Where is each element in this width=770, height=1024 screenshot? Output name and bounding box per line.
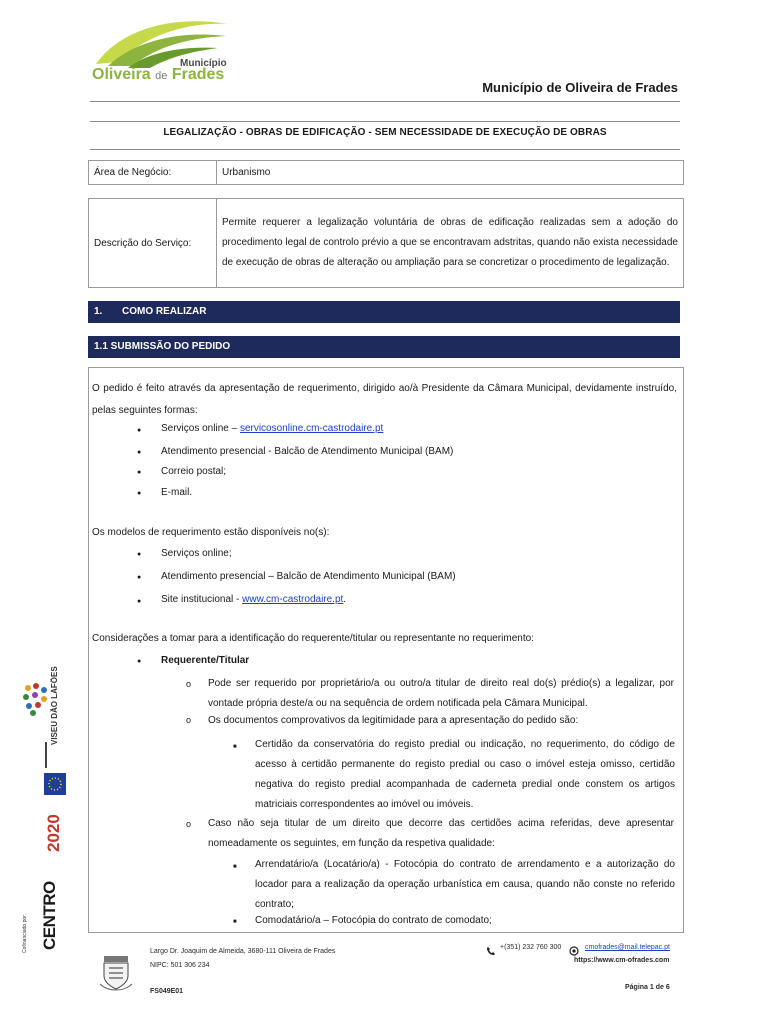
portugal-2020-text: 2020 — [44, 814, 63, 852]
subsection-title: 1.1 SUBMISSÃO DO PEDIDO — [94, 341, 231, 352]
coat-of-arms-icon — [98, 954, 134, 992]
description-value: Permite requerer a legalização voluntária de obras de edificação realizadas sem a adoção do procedimento legal de controlo prévio a que se encontravam adstritas, quando não exista necessidade de execução de obras de alteração ou ampliação para se concretizar o procedimento de legalização. — [217, 199, 684, 288]
section-number: 1. — [94, 306, 103, 317]
sublist-item: o Caso não seja titular de um direito que decorre das certidões acima referidas, deve apresentar nomeadamente os seguintes, em função da respetiva qualidade: — [208, 814, 674, 854]
area-label: Área de Negócio: — [89, 161, 217, 185]
list-item: ● Correio postal; — [161, 465, 226, 478]
list-item: ● Serviços online; — [161, 547, 232, 560]
intro-paragraph: O pedido é feito através da apresentação de requerimento, dirigido ao/à Presidente da Câmara Municipal, devidamente instruído, pelas seguintes formas: — [92, 383, 677, 416]
area-value: Urbanismo — [217, 161, 684, 185]
logo-de: de — [155, 70, 168, 82]
considerations-intro: Considerações a tomar para a identificação do requerente/titular ou representante no requerimento: — [92, 633, 534, 644]
email-icon — [569, 943, 579, 953]
site-institucional-link[interactable]: www.cm-castrodaire.pt — [242, 594, 344, 605]
cofinanciado-text: Cofinanciado por: — [22, 913, 28, 953]
footer-website[interactable]: https://www.cm-ofrades.com — [574, 957, 670, 964]
sub-sublist-item: ■ Comodatário/a – Fotocópia do contrato de comodato; — [255, 914, 675, 927]
viseu-dao-lafoes-logo — [20, 665, 70, 745]
phone-icon — [486, 943, 496, 953]
centro-2020-logo — [40, 874, 68, 950]
portugal-govt-logo — [45, 742, 67, 768]
centro-text: CENTRO — [40, 881, 59, 950]
footer-address: Largo Dr. Joaquim de Almeida, 3680-111 Oliveira de Frades — [150, 948, 336, 955]
logo-oliveira: Oliveira — [92, 66, 151, 83]
logo-municipio-text: Município — [180, 58, 227, 69]
logo-wordmark — [92, 66, 224, 84]
viseu-text: VISEU DÃO LAFÕES — [50, 666, 59, 745]
eu-flag-icon — [44, 773, 66, 795]
organization-title: Município de Oliveira de Frades — [482, 80, 678, 95]
description-label: Descrição do Serviço: — [89, 199, 217, 288]
dots-cluster-icon — [20, 680, 50, 720]
servicos-online-link[interactable]: servicosonline.cm-castrodaire.pt — [239, 423, 384, 434]
portugal-2020-logo — [44, 800, 66, 852]
footer-email-link[interactable]: cmofrades@mail.telepac.pt — [585, 944, 670, 951]
page-number: Página 1 de 6 — [625, 984, 670, 991]
section-title: COMO REALIZAR — [122, 306, 207, 317]
header-divider — [90, 101, 680, 102]
business-area-table — [88, 160, 684, 185]
list-item: ● E-mail. — [161, 486, 192, 499]
title-bottom-rule — [90, 149, 680, 150]
list-item: Serviços online – servicosonline.cm-castrodaire.pt — [161, 423, 384, 434]
list-item: Site institucional - www.cm-castrodaire.pt. — [161, 594, 347, 605]
sub-sublist-item: ■ Certidão da conservatória do registo predial ou indicação, no requerimento, do código de acesso à certidão permanente do registo predial ou caso o imóvel esteja omisso, certidão negativa do registo predial acompanhada de caderneta predial onde constem os artigos matriciais correspondentes ao imóvel ou imóveis. — [255, 735, 675, 815]
title-top-rule — [90, 121, 680, 122]
form-code: FS049E01 — [150, 988, 184, 995]
sublist-item: o Pode ser requerido por proprietário/a ou outro/a titular de direito real do(s) prédio(s) a legalizar, por vontade própria deste/a ou na sequência de ordem notificada pela Câmara Municipal. — [208, 674, 674, 714]
footer-nipc: NIPC: 501 306 234 — [150, 962, 210, 969]
models-intro: Os modelos de requerimento estão disponíveis no(s): — [92, 527, 330, 538]
document-title: LEGALIZAÇÃO - OBRAS DE EDIFICAÇÃO - SEM NECESSIDADE DE EXECUÇÃO DE OBRAS — [163, 127, 607, 138]
requerente-heading: ● Requerente/Titular — [161, 654, 249, 667]
list-item: ● Atendimento presencial – Balcão de Atendimento Municipal (BAM) — [161, 570, 456, 583]
municipal-coat-of-arms — [98, 954, 134, 992]
sub-sublist-item: ■ Arrendatário/a (Locatário/a) - Fotocópia do contrato de arrendamento e a autorização do locador para a realização da operação urbanística em causa, quando não conste no referido contrato; — [255, 855, 675, 915]
service-description-table — [88, 198, 684, 288]
footer-phone: +(351) 232 760 300 — [500, 944, 562, 951]
logo-frades: Frades — [171, 66, 225, 83]
list-item: ● Atendimento presencial - Balcão de Atendimento Municipal (BAM) — [161, 445, 453, 458]
section-heading-como-realizar — [88, 301, 680, 323]
sublist-item: o Os documentos comprovativos da legitimidade para a apresentação do pedido são: — [208, 714, 674, 727]
subsection-heading-submissao — [88, 336, 680, 358]
